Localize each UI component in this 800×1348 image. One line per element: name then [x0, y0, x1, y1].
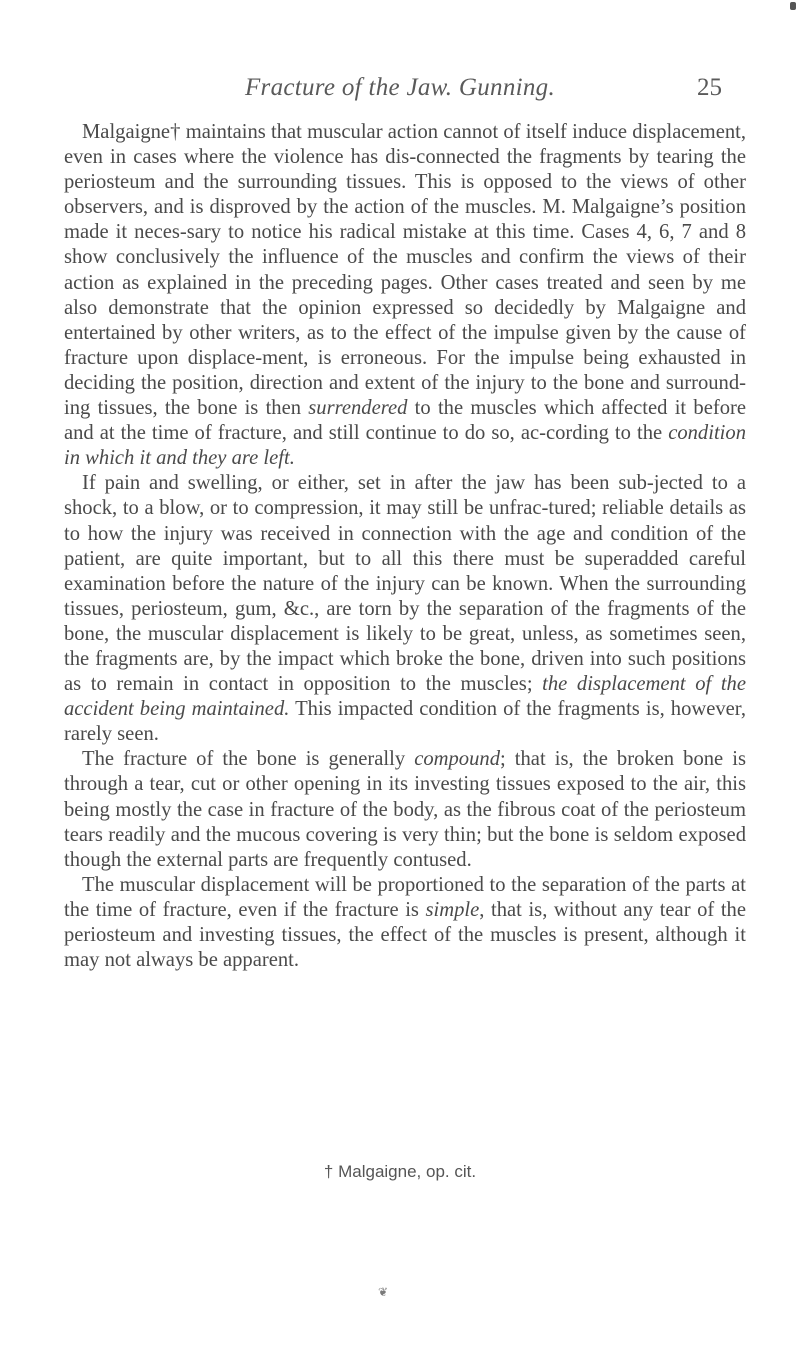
- paragraph-3-text-a: The fracture of the bone is generally: [82, 748, 415, 771]
- paragraph-2-text-b: This impacted condition of the fragments is, however, rarely seen.: [64, 698, 746, 746]
- footnote: † Malgaigne, op. cit.: [323, 1162, 477, 1181]
- paragraph-3-text-b: ; that is, the broken bone is through a tear, cut or other opening in its investing tissues exposed to the air, this being mostly the case in fracture of the body, as the fibrous coat of the periosteum tears readily and the mucous covering is very thin; but the bone is seldom exposed though the external parts are frequently contused.: [64, 748, 746, 871]
- paragraph-4: [64, 873, 746, 973]
- paragraph-1-emphasis-a: surrendered: [308, 397, 408, 420]
- paragraph-2: [64, 471, 746, 747]
- body-text: [64, 120, 746, 973]
- running-title: Fracture of the Jaw. Gunning.: [244, 74, 556, 101]
- paragraph-2-text-a: If pain and swelling, or either, set in after the jaw has been sub-jected to a shock, to a blow, or to compression, it may still be unfrac-tured; reliable details as to how the injury was received in connection with the age and condition of the patient, are quite important, but to all this there must be superadded careful examination before the nature of the injury can be known. When the surrounding tissues, periosteum, gum, &c., are torn by the separation of the fragments of the bone, the muscular displacement is likely to be great, unless, as sometimes seen, the fragments are, by the impact which broke the bone, driven into such positions as to remain in contact in opposition to the muscles;: [64, 472, 746, 696]
- paragraph-4-text-a: The muscular displacement will be proportioned to the separation of the parts at the time of fracture, even if the fracture is: [64, 873, 746, 921]
- paragraph-2-emphasis: the displacement of the accident being maintained.: [64, 673, 746, 721]
- paragraph-1-lead: Malgaigne: [82, 121, 171, 143]
- paragraph-4-emphasis: simple: [425, 898, 480, 921]
- corner-ink-spot: [790, 2, 796, 10]
- page-header: [0, 74, 800, 108]
- paragraph-1-text-a: maintains that muscular action cannot of itself induce displacement, even in cases where the violence has dis-connected the fragments by tearing the periosteum and the surrounding tissues. This is opposed to the views of other observers, and is disproved by the action of the muscles. M. Malgaigne’s position made it neces-sary to notice his radical mistake at this time. Cases 4, 6, 7 and 8 show conclusively the influence of the muscles and confirm the views of their action as explained in the preceding pages. Other cases treated and seen by me also demonstrate that the opinion expressed so decidedly by Malgaigne and entertained by other writers, as to the effect of the impulse given by the cause of fracture upon displace-ment, is erroneous. For the impulse being exhausted in deciding the position, direction and extent of the injury to the bone and surround-ing tissues, the bone is then: [64, 121, 747, 420]
- footnote-ref: †: [170, 121, 181, 143]
- paragraph-1-text-b: to the muscles which affected it before and at the time of fracture, and still continue to do so, ac-cording to the: [64, 397, 746, 445]
- printer-ornament-icon: ❦: [378, 1285, 389, 1299]
- paragraph-4-text-b: , that is, without any tear of the periosteum and investing tissues, the effect of the muscles is present, although it may not always be apparent.: [64, 898, 746, 972]
- paragraph-1-emphasis-b: condition in which it and they are left.: [64, 422, 746, 470]
- paragraph-3-emphasis: compound: [414, 748, 500, 771]
- paragraph-3: [64, 747, 746, 872]
- page-number: 25: [697, 74, 722, 101]
- paragraph-1: [64, 120, 746, 471]
